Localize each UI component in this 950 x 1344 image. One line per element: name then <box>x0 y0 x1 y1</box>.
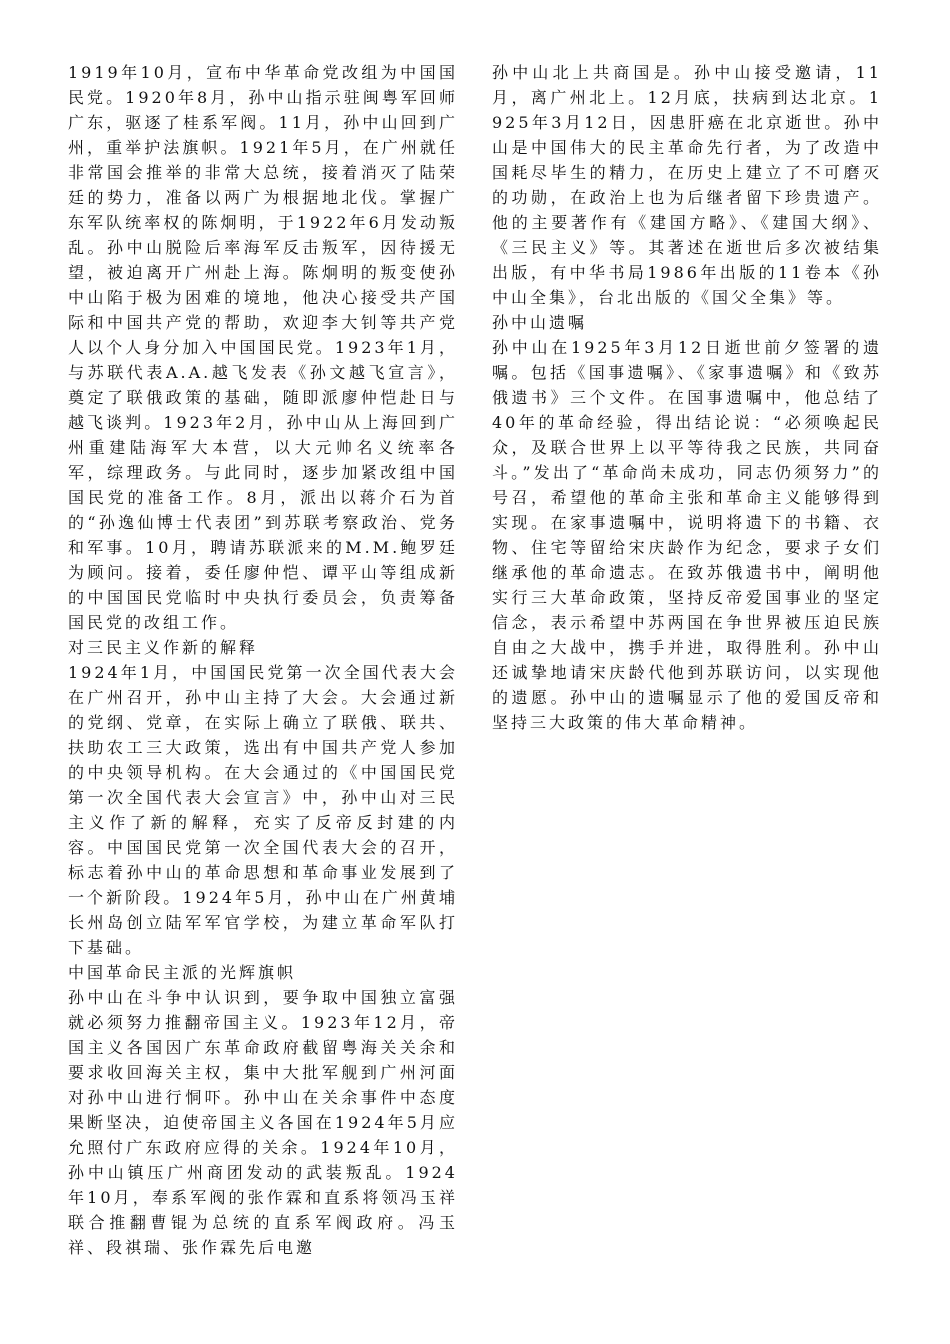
section-heading-democratic-banner: 中国革命民主派的光辉旗帜 <box>68 963 297 982</box>
paragraph-reorganization: 1919年10月，宣布中华革命党改组为中国国民党。1920年8月，孙中山指示驻闽粤军回师广东，驱逐了桂系军阀。11月，孙中山回到广州，重举护法旗帜。1921年5月，在广州就任非常国会推举的非常大总统，接着消灭了陆荣廷的势力，准备以两广为根据地北伐。掌握广东军队统率权的陈炯明，于1922年6月发动叛乱。孙中山脱险后率海军反击叛军，因待援无望，被迫离开广州赴上海。陈炯明的叛变使孙中山陷于极为困难的境地，他决心接受共产国际和中国共产党的帮助，欢迎李大钊等共产党人以个人身分加入中国国民党。1923年1月，与苏联代表A.A.越飞发表《孙文越飞宣言》，奠定了联俄政策的基础，随即派廖仲恺赴日与越飞谈判。1923年2月，孙中山从上海回到广州重建陆海军大本营，以大元帅名义统率各军，综理政务。与此同时，逐步加紧改组中国国民党的准备工作。8月，派出以蒋介石为首的“孙逸仙博士代表团”到苏联考察政治、党务和军事。10月，聘请苏联派来的M.M.鲍罗廷为顾问。接着，委任廖仲恺、谭平山等组成新的中国国民党临时中央执行委员会，负责筹备国民党的改组工作。 <box>68 63 458 632</box>
right-column <box>492 60 882 735</box>
section-heading-three-principles: 对三民主义作新的解释 <box>68 638 259 657</box>
left-column <box>68 60 458 1260</box>
section-heading-testament: 孙中山遗嘱 <box>492 313 588 332</box>
paragraph-first-congress: 1924年1月，中国国民党第一次全国代表大会在广州召开，孙中山主持了大会。大会通过新的党纲、党章，在实际上确立了联俄、联共、扶助农工三大政策，选出有中国共产党人参加的中央领导机构。在大会通过的《中国国民党第一次全国代表大会宣言》中，孙中山对三民主义作了新的解释，充实了反帝反封建的内容。中国国民党第一次全国代表大会的召开，标志着孙中山的革命思想和革命事业发展到了一个新阶段。1924年5月，孙中山在广州黄埔长州岛创立陆军军官学校，为建立革命军队打下基础。 <box>68 663 458 957</box>
paragraph-anti-imperialism: 孙中山在斗争中认识到，要争取中国独立富强就必须努力推翻帝国主义。1923年12月，帝国主义各国因广东革命政府截留粤海关关余和要求收回海关主权，集中大批军舰到广州河面对孙中山进行恫吓。孙中山在关余事件中态度果断坚决，迫使帝国主义各国在1924年5月应允照付广东政府应得的关余。1924年10月，孙中山镇压广州商团发动的武装叛乱。1924年10月，奉系军阀的张作霖和直系将领冯玉祥联合推翻曹锟为总统的直系军阀政府。冯玉祥、段祺瑞、张作霖先后电邀 <box>68 988 458 1257</box>
paragraph-testament: 孙中山在1925年3月12日逝世前夕签署的遗嘱。包括《国事遗嘱》、《家事遗嘱》和《致苏俄遗书》三个文件。在国事遗嘱中，他总结了40年的革命经验，得出结论说：“必须唤起民众，及联合世界上以平等待我之民族，共同奋斗。”发出了“革命尚未成功，同志仍须努力”的号召，希望他的革命主张和革命主义能够得到实现。在家事遗嘱中，说明将遗下的书籍、衣物、住宅等留给宋庆龄作为纪念，要求子女们继承他的革命遗志。在致苏俄遗书中，阐明他实行三大革命政策，坚持反帝爱国事业的坚定信念，表示希望中苏两国在争世界被压迫民族自由之大战中，携手并进，取得胜利。孙中山还诚挚地请宋庆龄代他到苏联访问，以实现他的遗愿。孙中山的遗嘱显示了他的爱国反帝和坚持三大政策的伟大革命精神。 <box>492 338 882 732</box>
paragraph-north-trip: 孙中山北上共商国是。孙中山接受邀请，11月，离广州北上。12月底，扶病到达北京。1925年3月12日，因患肝癌在北京逝世。孙中山是中国伟大的民主革命先行者，为了改造中国耗尽毕生的精力，在历史上建立了不可磨灭的功勋，在政治上也为后继者留下珍贵遗产。他的主要著作有《建国方略》、《建国大纲》、《三民主义》等。其著述在逝世后多次被结集出版，有中华书局1986年出版的11卷本《孙中山全集》，台北出版的《国父全集》等。 <box>492 63 882 307</box>
